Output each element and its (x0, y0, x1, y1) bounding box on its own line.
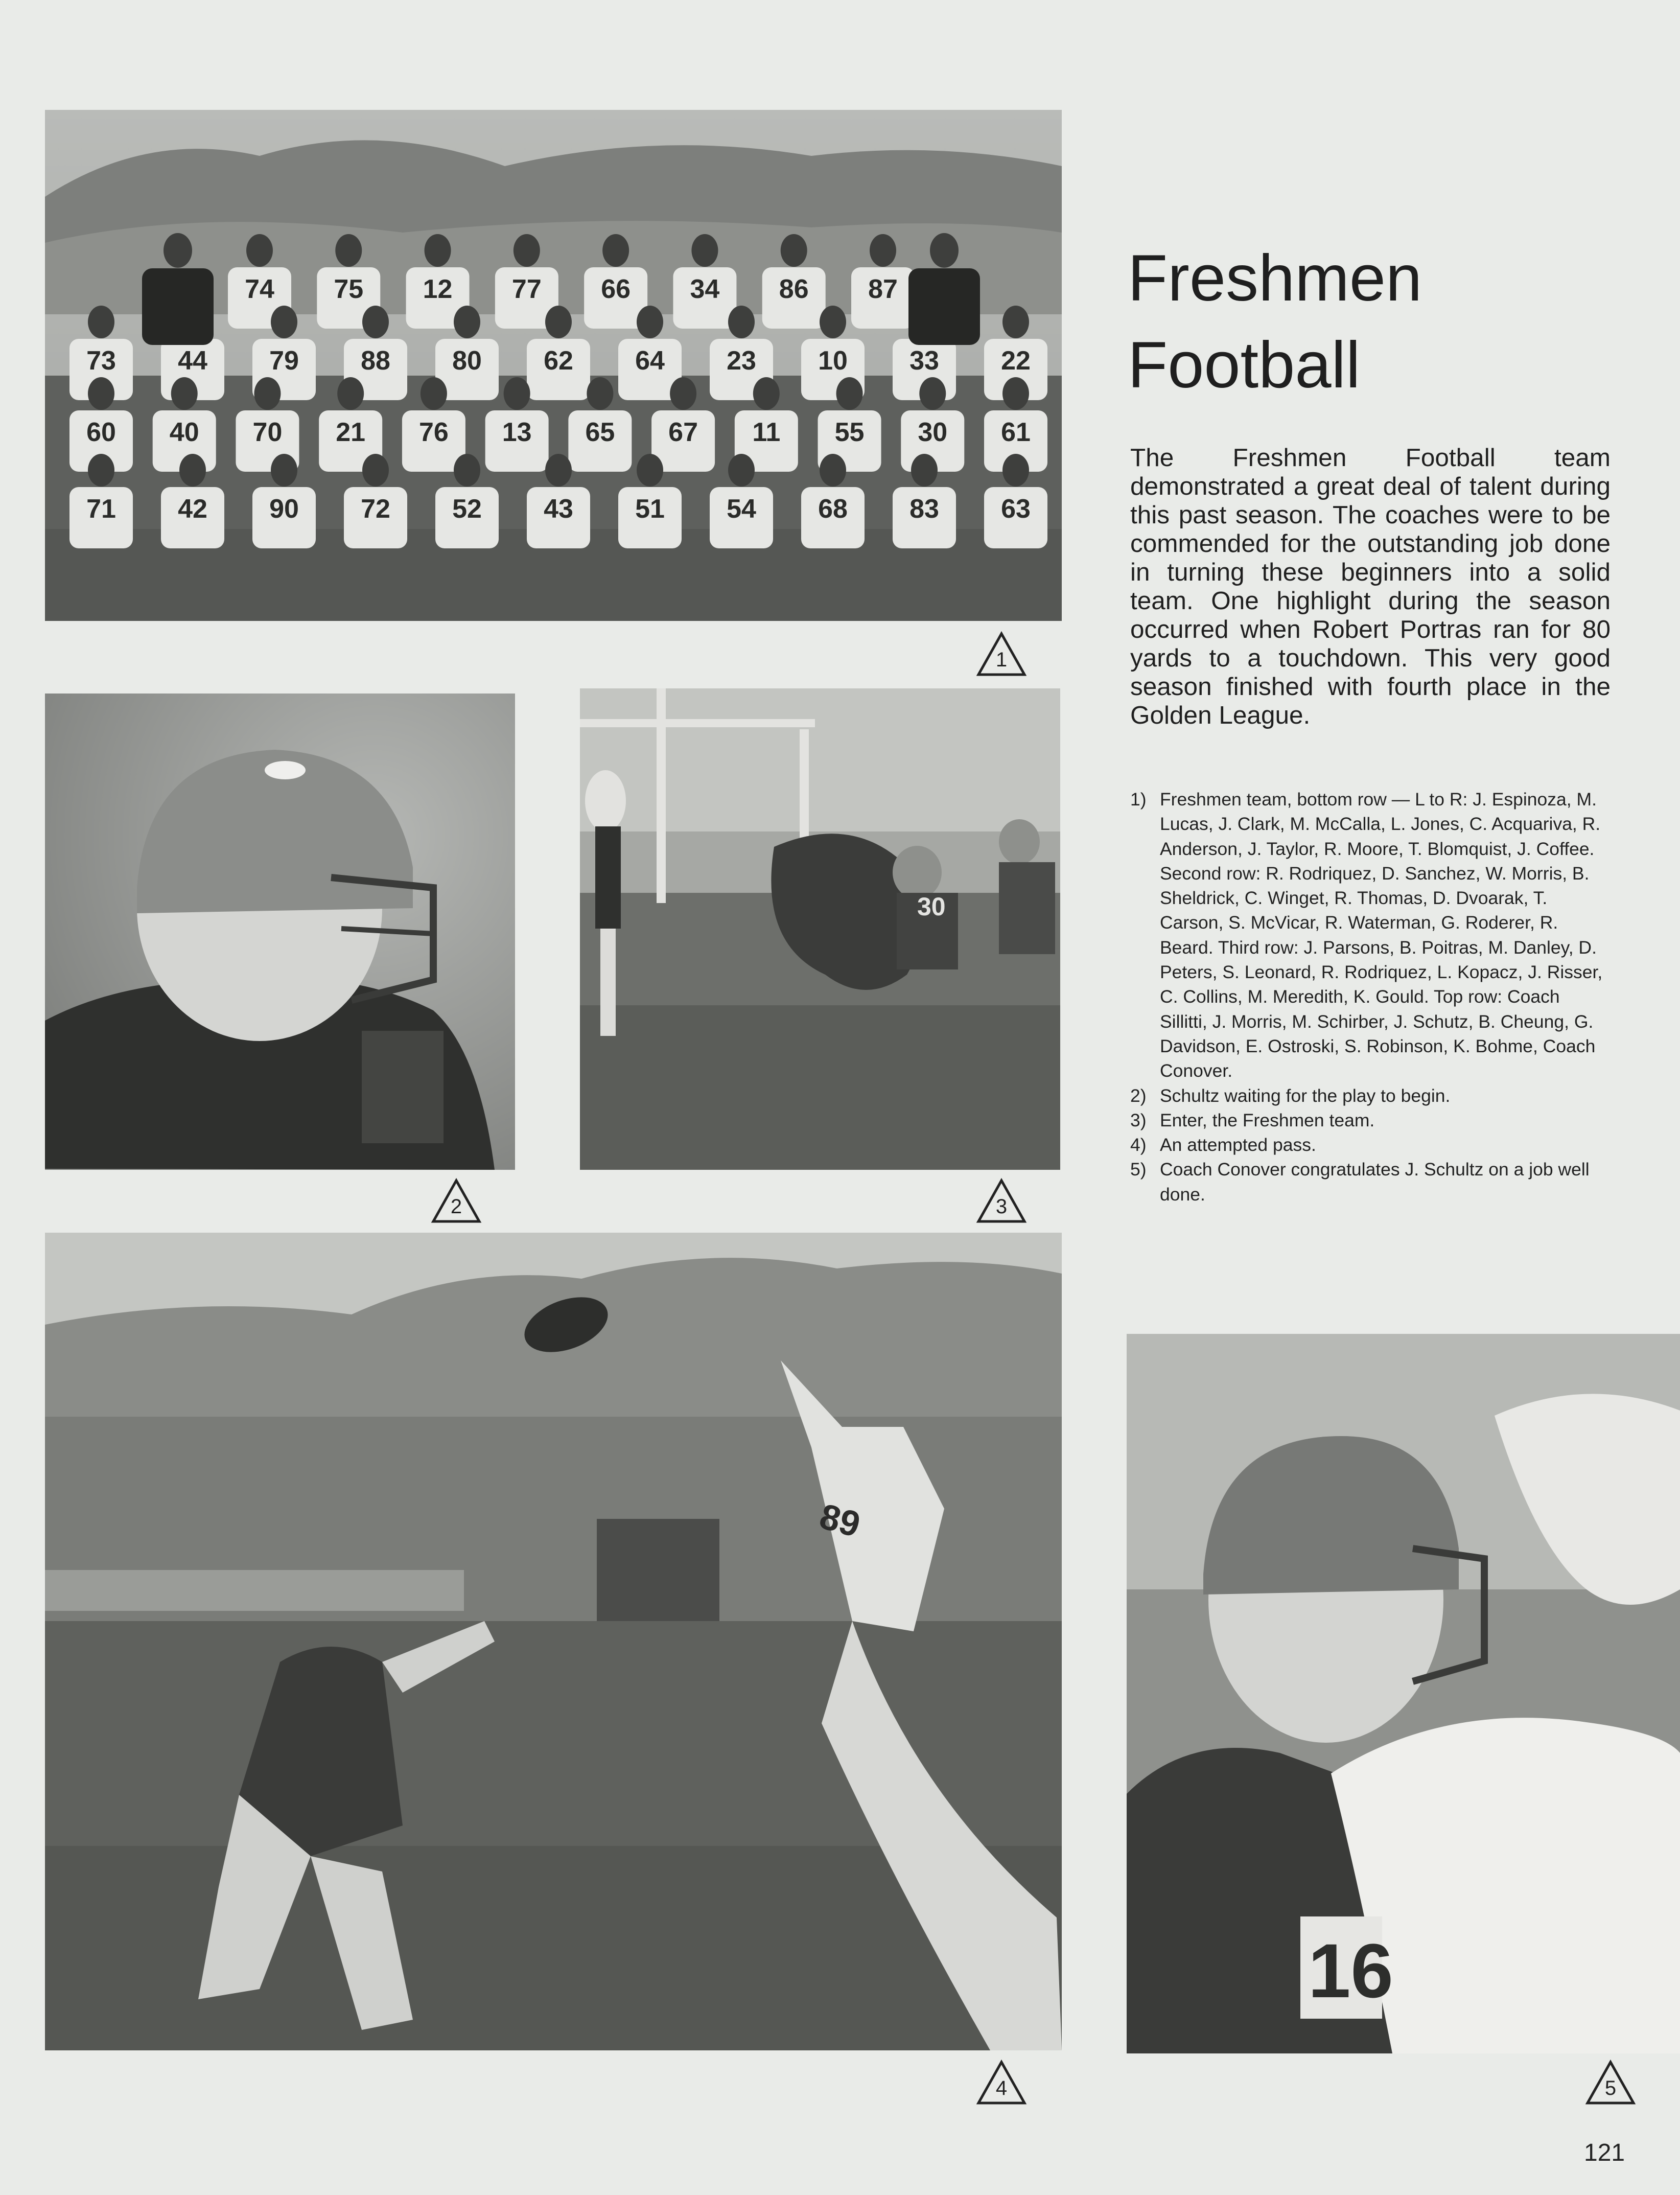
caption-item (1130, 787, 1605, 1083)
player-head (246, 234, 273, 267)
player-head (820, 306, 846, 338)
jersey-number: 33 (909, 346, 939, 376)
player-head (545, 306, 572, 338)
jersey-number: 76 (418, 418, 449, 447)
coach-shirt (142, 268, 214, 345)
player-head (820, 454, 846, 487)
article-title (1128, 235, 1639, 409)
photo-marker-1: 1 (976, 631, 1027, 677)
photo-captions (1130, 787, 1605, 1207)
photo4-jersey-number: 89 (815, 1496, 865, 1545)
player-head (271, 454, 297, 487)
jersey-number: 34 (690, 274, 720, 304)
caption-text: Enter, the Freshmen team. (1160, 1110, 1375, 1130)
player-head (454, 454, 480, 487)
jersey-number: 40 (169, 418, 199, 447)
caption-text: Coach Conover congratulates J. Schultz on a job well done. (1160, 1159, 1590, 1205)
jersey-number: 65 (585, 418, 615, 447)
player-head (88, 306, 114, 338)
coach-congratulates-photo (1127, 1334, 1680, 2053)
player-head (254, 377, 281, 410)
caption-text: Freshmen team, bottom row — L to R: J. Espinoza, M. Lucas, J. Clark, M. McCalla, L. Jones, C. Acquariva, R. Anderson, J. Taylor, R. Moore, T. Blomquist, J. Coffee. Second row: R. Rodriquez, D. Sanchez, W. Morris, B. Sheldrick, C. Winget, R. Thomas, D. Dvoarak, T. Carson, S. McVicar, R. Waterman, G. Roderer, R. Beard. Third row: J. Parsons, B. Poitras, M. Danley, D. Peters, S. Leonard, R. Rodriquez, L. Kopacz, J. Risser, C. Collins, M. Meredith, K. Gould. Top row: Coach Sillitti, J. Morris, M. Schirber, J. Schutz, B. Cheung, G. Davidson, E. Ostroski, S. Robinson, K. Bohme, Coach Conover. (1160, 789, 1603, 1081)
jersey-number: 54 (727, 494, 756, 524)
player-head (637, 454, 663, 487)
jersey-number: 66 (601, 274, 631, 304)
jersey-number: 90 (269, 494, 299, 524)
player-head (545, 454, 572, 487)
article-title-line-2: Football (1128, 329, 1361, 402)
coach-congratulates-image (1127, 1334, 1680, 2053)
jersey-number: 79 (269, 346, 299, 376)
jersey-number: 80 (452, 346, 482, 376)
jersey-number: 73 (86, 346, 116, 376)
player-head (454, 306, 480, 338)
jersey-number: 10 (818, 346, 848, 376)
player-head (911, 454, 938, 487)
player-head (362, 306, 389, 338)
player-head (421, 377, 447, 410)
caption-item (1130, 1157, 1605, 1207)
jersey-number: 64 (635, 346, 665, 376)
jersey-number: 12 (423, 274, 453, 304)
attempted-pass-photo (45, 1233, 1062, 2050)
caption-number: 5) (1130, 1159, 1147, 1180)
player-head (1002, 454, 1029, 487)
caption-item (1130, 1133, 1605, 1157)
jersey-number: 42 (178, 494, 207, 524)
photo-marker-3: 3 (976, 1178, 1027, 1224)
coach-shirt (908, 268, 980, 345)
player-head (337, 377, 364, 410)
jersey-number: 60 (86, 418, 116, 447)
team-photo-image (45, 110, 1062, 621)
jersey-number: 77 (511, 274, 542, 304)
caption-number: 4) (1130, 1135, 1147, 1156)
page-number: 121 (1584, 2139, 1625, 2166)
jersey-number: 61 (1001, 418, 1031, 447)
jersey-number: 88 (361, 346, 390, 376)
jersey-number: 67 (668, 418, 698, 447)
player-head (88, 377, 114, 410)
jersey-number: 30 (918, 418, 948, 447)
jersey-number: 63 (1001, 494, 1031, 524)
player-closeup-photo (45, 694, 515, 1170)
caption-item (1130, 1108, 1605, 1133)
jersey-number: 68 (818, 494, 848, 524)
player-head (728, 306, 755, 338)
jersey-number: 86 (779, 274, 809, 304)
caption-number: 3) (1130, 1110, 1147, 1130)
player-head (670, 377, 696, 410)
team-entrance-image (580, 688, 1060, 1170)
photo3-jersey-number: 30 (917, 892, 946, 921)
jersey-number: 51 (635, 494, 665, 524)
player-head (919, 377, 946, 410)
player-head (335, 234, 362, 267)
jersey-number: 52 (452, 494, 482, 524)
article-intro: The Freshmen Football team demonstrated a great deal of talent during this past season. The coaches were to be commended for the outstanding job done in turning these beginners into a solid team. One highlight during the season occurred when Robert Portras ran for 80 yards to a touchdown. This very good season finished with fourth place in the Golden League. (1130, 444, 1611, 729)
photo-marker-4: 4 (976, 2060, 1027, 2106)
attempted-pass-image (45, 1233, 1062, 2050)
team-photo (45, 110, 1062, 621)
player-head (602, 234, 629, 267)
caption-text: An attempted pass. (1160, 1135, 1316, 1156)
player-head (691, 234, 718, 267)
jersey-number: 21 (336, 418, 366, 447)
jersey-number: 22 (1001, 346, 1031, 376)
jersey-number: 62 (544, 346, 573, 376)
jersey-number: 75 (334, 274, 364, 304)
player-head (836, 377, 863, 410)
player-head (1002, 306, 1029, 338)
photo-marker-2: 2 (431, 1178, 482, 1224)
jersey-number: 83 (909, 494, 939, 524)
player-head (425, 234, 451, 267)
team-entrance-photo (580, 688, 1060, 1170)
player-closeup-image (45, 694, 515, 1170)
player-head (271, 306, 297, 338)
jersey-number: 55 (834, 418, 865, 447)
jersey-number: 43 (544, 494, 573, 524)
jersey-number: 13 (502, 418, 532, 447)
player-head (171, 377, 198, 410)
player-head (179, 454, 206, 487)
jersey-number: 44 (178, 346, 207, 376)
player-head (781, 234, 807, 267)
jersey-number: 71 (86, 494, 116, 524)
jersey-number: 74 (245, 274, 274, 304)
caption-text: Schultz waiting for the play to begin. (1160, 1085, 1451, 1106)
jersey-number: 70 (252, 418, 283, 447)
player-head (362, 454, 389, 487)
caption-number: 2) (1130, 1085, 1147, 1106)
photo5-jersey-number: 16 (1308, 1928, 1393, 2014)
caption-number: 1) (1130, 789, 1147, 810)
photo-marker-5: 5 (1585, 2060, 1636, 2106)
player-head (514, 234, 540, 267)
article-title-line-1: Freshmen (1128, 242, 1422, 315)
player-head (88, 454, 114, 487)
player-head (1002, 377, 1029, 410)
player-head (504, 377, 530, 410)
coach-head (164, 233, 192, 268)
jersey-number: 87 (868, 274, 898, 304)
caption-item (1130, 1083, 1605, 1108)
jersey-number: 11 (752, 418, 781, 447)
player-head (870, 234, 896, 267)
jersey-number: 23 (727, 346, 756, 376)
player-head (637, 306, 663, 338)
player-head (753, 377, 780, 410)
jersey-number: 72 (361, 494, 390, 524)
player-head (728, 454, 755, 487)
coach-head (930, 233, 959, 268)
player-head (587, 377, 613, 410)
